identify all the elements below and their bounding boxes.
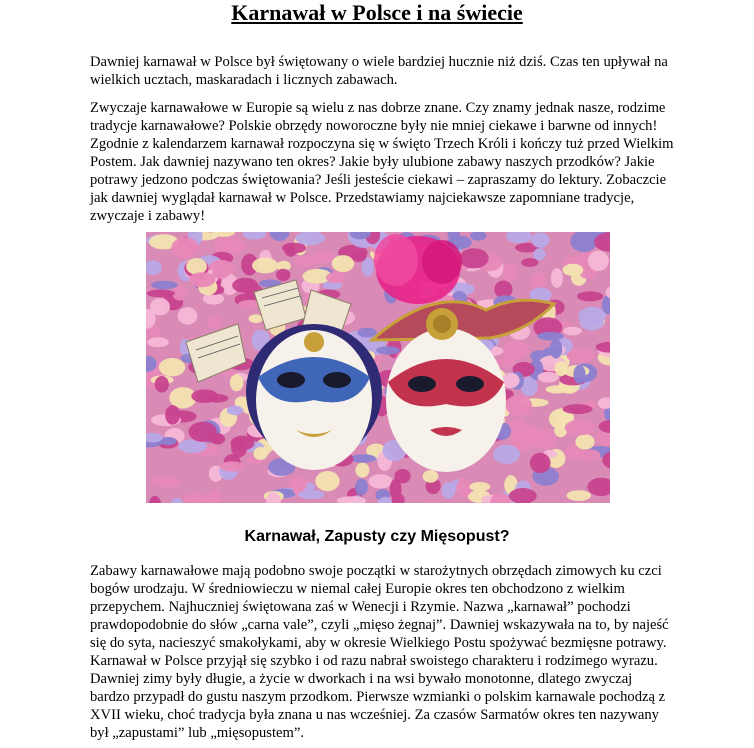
confetti-piece: [469, 482, 490, 491]
masks-illustration: [146, 232, 610, 503]
confetti-piece: [147, 289, 175, 297]
confetti-piece: [294, 256, 318, 266]
confetti-piece: [574, 449, 600, 461]
confetti-piece: [563, 327, 582, 336]
confetti-piece: [442, 482, 456, 499]
confetti-piece: [252, 258, 278, 274]
section-paragraph: Zabawy karnawałowe mają podobno swoje początki w starożytnych obrzędach zimowych ku czci bogów urodzaju. W średniowieczu w niemal całej Europie okres ten obchodzono z wielkim przepychem. Najhuczniej świętowana zaś w Wenecji i Rzymie. Nazwa „karnawał” pochodzi prawdopodobnie do słów „carna vale”, czyli „mięso żegnaj”. Dawniej wskazywała na to, by najeść się do syta, nacieszyć smakołykami, aby w okresie Wielkiego Postu spożywać bezmięsne potrawy. Karnawał w Polsce przyjął się szybko i od razu nabrał swoistego charakteru i rodzimego wyrazu. Dawniej zimy były długie, a życie w dworkach i na wsi bywało monotonne, dlatego zwyczaj bardzo przypadł do gustu naszym przodkom. Pierwsze wzmianki o polskim karnawale pochodzą z XVII wieku, choć tradycja była znana u nas wcześniej. Za czasów Sarmatów okres ten nazywany był „zapustami” lub „mięsopustem”.: [90, 563, 669, 741]
confetti-piece: [249, 314, 263, 323]
confetti-piece: [543, 347, 562, 355]
confetti-piece: [315, 471, 339, 491]
confetti-piece: [588, 251, 609, 272]
confetti-piece: [292, 477, 306, 491]
confetti-piece: [151, 281, 178, 290]
confetti-piece: [546, 385, 568, 393]
confetti-piece: [534, 248, 546, 260]
confetti-piece: [563, 264, 584, 276]
confetti-piece: [227, 406, 244, 416]
confetti-piece: [191, 389, 218, 403]
confetti-piece: [332, 255, 354, 272]
confetti-piece: [503, 341, 528, 360]
confetti-piece: [165, 405, 180, 425]
confetti-piece: [580, 315, 605, 331]
confetti-piece: [505, 395, 532, 416]
confetti-piece: [151, 477, 181, 487]
confetti-piece: [567, 490, 592, 501]
intro-paragraph: Dawniej karnawał w Polsce był świętowany o wiele bardziej hucznie niż dziś. Czas ten upływał na wielkich ucztach, maskaradach i licznych zabawach.: [90, 54, 668, 88]
confetti-piece: [521, 258, 538, 267]
confetti-piece: [563, 404, 593, 414]
confetti-piece: [298, 490, 325, 499]
confetti-piece: [326, 272, 346, 283]
confetti-piece: [537, 332, 564, 341]
confetti-piece: [218, 241, 246, 251]
confetti-piece: [147, 337, 169, 347]
confetti-piece: [171, 237, 199, 259]
confetti-piece: [577, 291, 603, 301]
confetti-piece: [276, 269, 291, 281]
confetti-piece: [567, 349, 595, 363]
confetti-piece: [189, 272, 215, 287]
page-title: Karnawał w Polsce i na świecie: [231, 0, 523, 25]
confetti-piece: [253, 447, 267, 460]
confetti-piece: [456, 478, 471, 497]
confetti-piece: [186, 258, 207, 275]
confetti-piece: [459, 248, 488, 268]
confetti-piece: [555, 361, 568, 376]
confetti-piece: [282, 243, 306, 254]
confetti-piece: [207, 434, 222, 443]
confetti-piece: [503, 263, 518, 282]
confetti-piece: [423, 470, 439, 483]
confetti-piece: [220, 461, 245, 471]
second-paragraph: Zwyczaje karnawałowe w Europie są wielu z nas dobrze znane. Czy znamy jednak nasze, rodzime tradycje karnawałowe? Polskie obrzędy noworoczne były nie mniej ciekawe i barwne od innych! Zgodnie z kalendarzem karnawał rozpoczyna się w święto Trzech Króli i kończy tuż przed Wielkim Postem. Jak dawniej nazywano ten okres? Jakie były ulubione zabawy naszych przodków? Jakie potrawy jedzono podczas świętowania? Jeśli jesteście ciekawi – zapraszamy do lektury. Zobaczcie jak dawniej wyglądał karnawał w Polsce. Przedstawiamy najciekawsze zapomniane tradycje, zwyczaje i zabawy!: [90, 100, 674, 224]
confetti-piece: [493, 445, 520, 464]
confetti-piece: [150, 298, 170, 315]
confetti-piece: [368, 474, 392, 488]
confetti-piece: [575, 434, 594, 450]
confetti-piece: [231, 437, 247, 458]
confetti-piece: [551, 268, 563, 288]
section-heading: Karnawał, Zapusty czy Mięsopust?: [244, 528, 510, 545]
confetti-piece: [573, 365, 585, 384]
confetti-piece: [230, 374, 244, 391]
confetti-piece: [350, 454, 376, 463]
confetti-piece: [208, 316, 222, 329]
confetti-piece: [565, 420, 595, 436]
confetti-piece: [355, 463, 369, 478]
carnival-masks-photo: [146, 232, 610, 503]
confetti-piece: [538, 372, 559, 383]
confetti-piece: [351, 251, 366, 262]
confetti-piece: [178, 307, 198, 324]
confetti-piece: [357, 328, 377, 338]
confetti-piece: [530, 453, 551, 473]
confetti-piece: [514, 426, 527, 443]
confetti-piece: [212, 268, 230, 279]
confetti-piece: [159, 358, 185, 376]
confetti-piece: [155, 376, 169, 393]
confetti-piece: [355, 479, 368, 496]
confetti-piece: [376, 346, 400, 354]
confetti-piece: [232, 278, 258, 293]
confetti-piece: [531, 232, 550, 247]
